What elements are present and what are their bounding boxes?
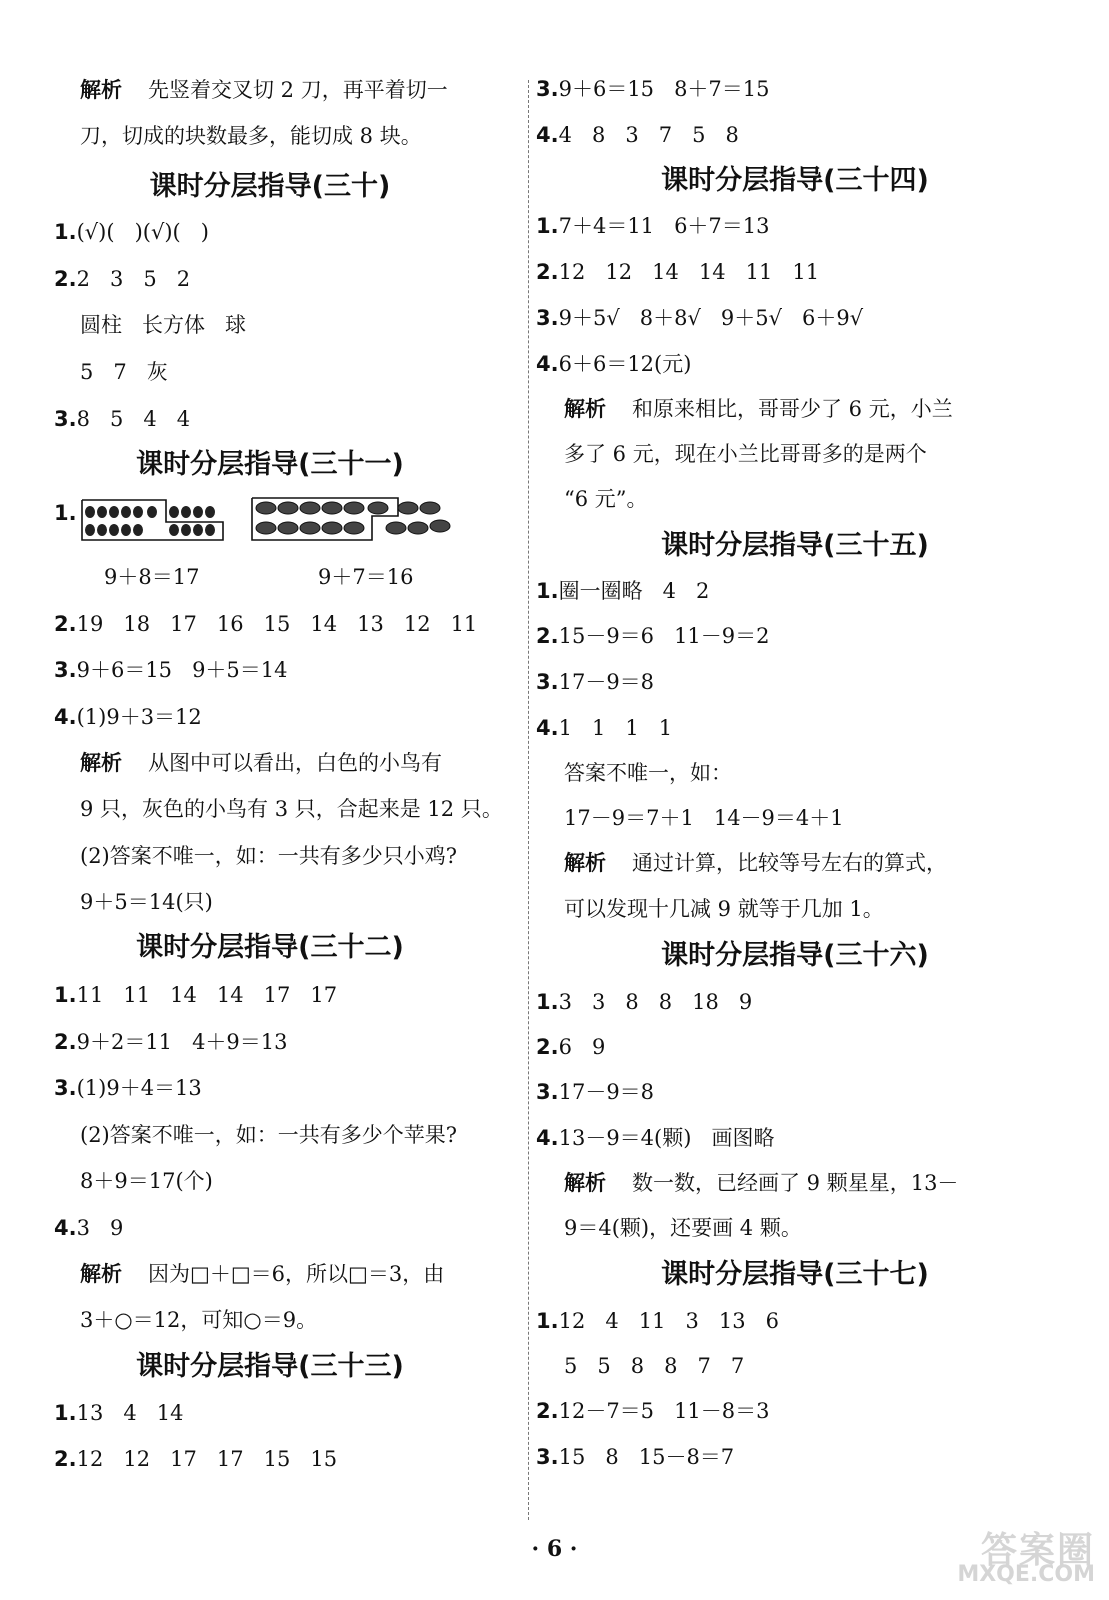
analysis-label: 解析 bbox=[80, 1262, 122, 1286]
s35-q4-examples: 17－9＝7＋1 14－9＝4＋1 bbox=[564, 806, 844, 830]
watermark-bottom: MXQE.COM bbox=[957, 1562, 1095, 1587]
s32-analysis-line2: 3＋○＝12，可知○＝9。 bbox=[80, 1308, 318, 1332]
column-divider bbox=[528, 80, 529, 1520]
s36-q1: 1.3 3 8 8 18 9 bbox=[536, 990, 753, 1014]
s33-q2: 2.12 12 17 17 15 15 bbox=[54, 1447, 338, 1471]
s36-q3: 3.17－9＝8 bbox=[536, 1080, 655, 1104]
s32-q3: 3.(1)9＋4＝13 bbox=[54, 1076, 202, 1100]
s31-analysis-line2: 9 只，灰色的小鸟有 3 只，合起来是 12 只。 bbox=[80, 797, 503, 821]
section-title-32: 课时分层指导(三十二) bbox=[136, 932, 404, 963]
s34-q3: 3.9＋5√ 8＋8√ 9＋5√ 6＋9√ bbox=[536, 306, 864, 330]
s35-q4: 4.1 1 1 1 bbox=[536, 716, 673, 740]
s35-analysis-line2: 可以发现十几减 9 就等于几加 1。 bbox=[564, 897, 884, 921]
analysis-label: 解析 bbox=[564, 1171, 606, 1195]
s34-q4: 4.6＋6＝12(元) bbox=[536, 352, 692, 376]
s32-q1: 1.11 11 14 14 17 17 bbox=[54, 983, 338, 1007]
s30-q2-shapes: 圆柱 长方体 球 bbox=[80, 313, 247, 337]
s36-q2: 2.6 9 bbox=[536, 1035, 606, 1059]
s36-analysis-line1: 解析 数一数，已经画了 9 颗星星，13－ bbox=[564, 1171, 959, 1195]
s37-q1: 1.12 4 11 3 13 6 bbox=[536, 1309, 779, 1333]
analysis-label: 解析 bbox=[564, 851, 606, 875]
s31-q4: 4.(1)9＋3＝12 bbox=[54, 705, 202, 729]
intro-analysis-line2: 刀，切成的块数最多，能切成 8 块。 bbox=[80, 124, 422, 148]
s37-q2: 2.12－7＝5 11－8＝3 bbox=[536, 1399, 770, 1423]
watermark-top: 答案圈 bbox=[980, 1530, 1095, 1571]
s35-q2: 2.15－9＝6 11－9＝2 bbox=[536, 624, 770, 648]
s36-q4: 4.13－9＝4(颗) 画图略 bbox=[536, 1126, 775, 1150]
s33-q4: 4.4 8 3 7 5 8 bbox=[536, 123, 739, 147]
s35-q1: 1.圈一圈略 4 2 bbox=[536, 579, 710, 603]
s30-q2: 2.2 3 5 2 bbox=[54, 267, 191, 291]
s31-q1-number: 1. bbox=[54, 501, 77, 525]
s32-analysis-line1: 解析 因为□＋□＝6，所以□＝3，由 bbox=[80, 1262, 445, 1286]
watermark-logo bbox=[945, 1522, 1095, 1592]
s33-q3: 3.9＋6＝15 8＋7＝15 bbox=[536, 77, 770, 101]
s32-q3-part2-answer: 8＋9＝17(个) bbox=[80, 1169, 213, 1193]
s31-analysis-line1: 解析 从图中可以看出，白色的小鸟有 bbox=[80, 751, 442, 775]
s35-q3: 3.17－9＝8 bbox=[536, 670, 655, 694]
analysis-label: 解析 bbox=[80, 751, 122, 775]
s36-analysis-line2: 9＝4(颗)，还要画 4 颗。 bbox=[564, 1216, 802, 1240]
s32-q2: 2.9＋2＝11 4＋9＝13 bbox=[54, 1030, 288, 1054]
s31-q1-equation-2: 9＋7＝16 bbox=[318, 565, 414, 589]
s34-analysis-line2: 多了 6 元，现在小兰比哥哥多的是两个 bbox=[564, 442, 927, 466]
section-title-30: 课时分层指导(三十) bbox=[149, 171, 391, 202]
s37-q3: 3.15 8 15－8＝7 bbox=[536, 1445, 735, 1469]
s33-q1: 1.13 4 14 bbox=[54, 1401, 184, 1425]
pears-group-figure bbox=[80, 498, 225, 542]
s34-analysis-line1: 解析 和原来相比，哥哥少了 6 元，小兰 bbox=[564, 397, 953, 421]
walnuts-group-figure bbox=[250, 496, 460, 542]
s32-q4: 4.3 9 bbox=[54, 1216, 124, 1240]
s35-analysis-line1: 解析 通过计算，比较等号左右的算式， bbox=[564, 851, 947, 875]
s37-q1-row2: 5 5 8 8 7 7 bbox=[564, 1354, 745, 1378]
s31-q3: 3.9＋6＝15 9＋5＝14 bbox=[54, 658, 288, 682]
section-title-35: 课时分层指导(三十五) bbox=[661, 530, 929, 561]
section-title-34: 课时分层指导(三十四) bbox=[661, 165, 929, 196]
analysis-label: 解析 bbox=[564, 397, 606, 421]
section-title-36: 课时分层指导(三十六) bbox=[661, 940, 929, 971]
s30-q1: 1.(√)( )(√)( ) bbox=[54, 220, 209, 244]
s35-q4-note: 答案不唯一，如： bbox=[564, 761, 732, 785]
section-title-31: 课时分层指导(三十一) bbox=[136, 449, 404, 480]
s32-q3-part2: (2)答案不唯一，如：一共有多少个苹果? bbox=[80, 1123, 458, 1147]
s34-q2: 2.12 12 14 14 11 11 bbox=[536, 260, 820, 284]
s31-q4-part2: (2)答案不唯一，如：一共有多少只小鸡? bbox=[80, 844, 458, 868]
s31-q4-part2-answer: 9＋5＝14(只) bbox=[80, 890, 213, 914]
section-title-37: 课时分层指导(三十七) bbox=[661, 1259, 929, 1290]
s30-q2-values: 5 7 灰 bbox=[80, 360, 168, 384]
s31-q2: 2.19 18 17 16 15 14 13 12 11 bbox=[54, 612, 478, 636]
section-title-33: 课时分层指导(三十三) bbox=[136, 1351, 404, 1382]
page-number: · 6 · bbox=[531, 1536, 578, 1562]
s30-q3: 3.8 5 4 4 bbox=[54, 407, 191, 431]
intro-analysis-line1: 解析 先竖着交叉切 2 刀，再平着切一 bbox=[80, 78, 448, 102]
s31-q1-equation-1: 9＋8＝17 bbox=[104, 565, 200, 589]
analysis-label: 解析 bbox=[80, 78, 122, 102]
s34-analysis-line3: “6 元”。 bbox=[564, 487, 648, 511]
s34-q1: 1.7＋4＝11 6＋7＝13 bbox=[536, 214, 770, 238]
